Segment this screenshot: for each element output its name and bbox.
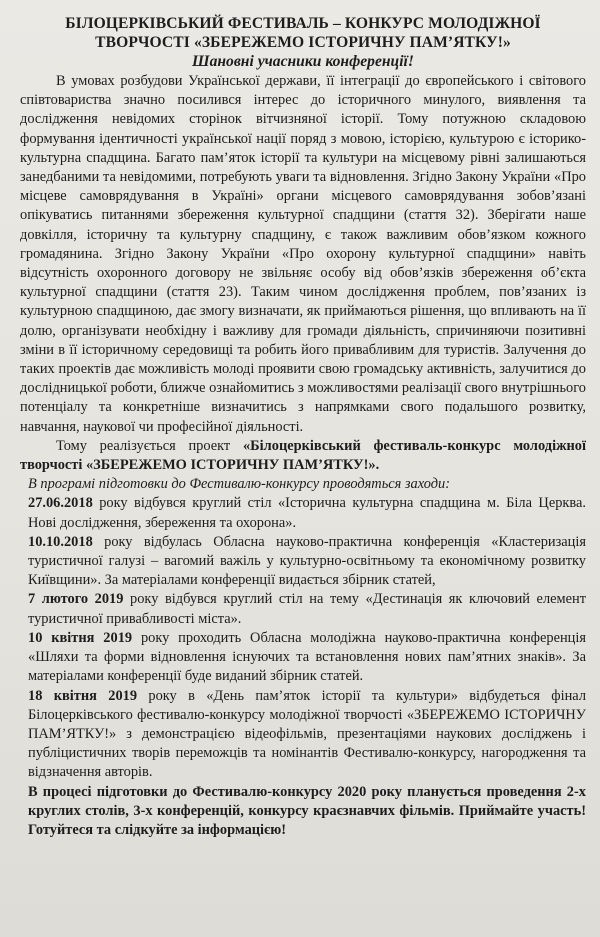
event-item xyxy=(28,533,586,591)
event-date: 18 квітня 2019 xyxy=(28,687,138,704)
project-name: «Білоцерківський фестиваль-конкурс молодіжної творчості «ЗБЕРЕЖЕМО ІСТОРИЧНУ ПАМ’ЯТКУ!». xyxy=(20,437,586,474)
event-text: року відбувся круглий стіл «Історична культурна спадщина м. Біла Церква. Нові дослідження, збереження та охорона». xyxy=(28,495,586,531)
event-text: року в «День пам’яток історії та культури» відбудеться фінал Білоцерківського фестивалю-конкурсу молодіжної творчості «ЗБЕРЕЖЕМО ІСТОРИЧНУ ПАМ’ЯТКУ!» з демонстрацією відеофільмів, презентаціями наукових досліджень і публіцистичних творів переможців та номінантів Фестивалю-конкурсу, нагородження та відзначення авторів. xyxy=(28,687,587,781)
event-item xyxy=(28,629,586,687)
event-item xyxy=(28,494,586,532)
title-line-2: ТВОРЧОСТІ «ЗБЕРЕЖЕМО ІСТОРИЧНУ ПАМ’ЯТКУ!» xyxy=(95,34,511,51)
greeting: Шановні учасники конференції! xyxy=(192,53,414,70)
event-text: року відбувся круглий стіл на тему «Дестинація як ключовий елемент туристичної привабливості міста». xyxy=(28,591,586,627)
closing-paragraph: В процесі підготовки до Фестивалю-конкурсу 2020 року планується проведення 2-х круглих столів, 3-х конференцій, конкурсу краєзнавчих фільмів. Приймайте участь! Готуйтеся та слідкуйте за інформацією! xyxy=(28,783,586,838)
project-prefix: Тому реалізується проект xyxy=(56,437,243,454)
event-text: року проходить Обласна молодіжна науково-практична конференція «Шляхи та форми відновлення існуючих та встановлення нових пам’ятних знаків». За матеріалами конференції буде виданий збірник статей. xyxy=(28,629,587,685)
title-line-1: БІЛОЦЕРКІВСЬКИЙ ФЕСТИВАЛЬ – КОНКУРС МОЛОДІЖНОЇ xyxy=(65,15,541,32)
intro-paragraph: В умовах розбудови Української держави, її інтеграції до європейського і світового співтовариства значно посилився інтерес до історичного минулого, виявлення та дослідження невідомих сторінок вітчизняної історії. Тому потужною складовою формування ідентичності української нації поряд з мовою, історією, культурою є історико-культурна спадщина. Багато пам’яток історії та культури на місцевому рівні залишаються занедбаними та невідомими, потребують уваги та відновлення. Згідно Закону України «Про місцеве самоврядування в Україні» органи місцевого самоврядування зобов’язані опікуватись питаннями збереження культурної спадщини (стаття 32). Зберігати наше довкілля, історичну та культурну спадщину, є також важливим обов’язком кожного громадянина. Згідно Закону України «Про охорону культурної спадщини» навіть відсутність охоронного договору не звільняє особу від обов’язків збереження об’єкта культурної спадщини (стаття 23). Таким чином дослідження проблем, пов’язаних із культурною спадщиною, дає змогу визначати, як приймаються рішення, що впливають на її долю, організувати необхідну і важливу для громади діяльність, спричиняючи позитивні зміни в її історичному середовищі та робить його привабливим для туристів. Залучення до таких проектів дає можливість молоді проявити свою громадську активність, залучитися до дослідницької роботи, ближче ознайомитись з можливостями реалізації свого внутрішнього потенціалу та конкретніше визначитись з напрямками свого подальшого розвитку, навчання, наукової чи професійної діяльності. xyxy=(20,73,586,435)
event-date: 27.06.2018 xyxy=(28,495,93,512)
document-title xyxy=(20,14,586,52)
event-item xyxy=(28,590,586,628)
event-date: 10 квітня 2019 xyxy=(28,629,133,646)
event-date: 10.10.2018 xyxy=(28,533,93,550)
project-paragraph xyxy=(20,437,586,475)
event-date: 7 лютого 2019 xyxy=(28,591,124,608)
program-intro: В програмі підготовки до Фестивалю-конкурсу проводяться заходи: xyxy=(28,476,451,493)
event-text: року відбулась Обласна науково-практична конференція «Кластеризація туристичної галузі – вагомий важіль у культурно-освітньому та економічному розвитку Київщини». За матеріалами конференції видається збірник статей, xyxy=(28,533,586,589)
event-item xyxy=(28,687,586,783)
